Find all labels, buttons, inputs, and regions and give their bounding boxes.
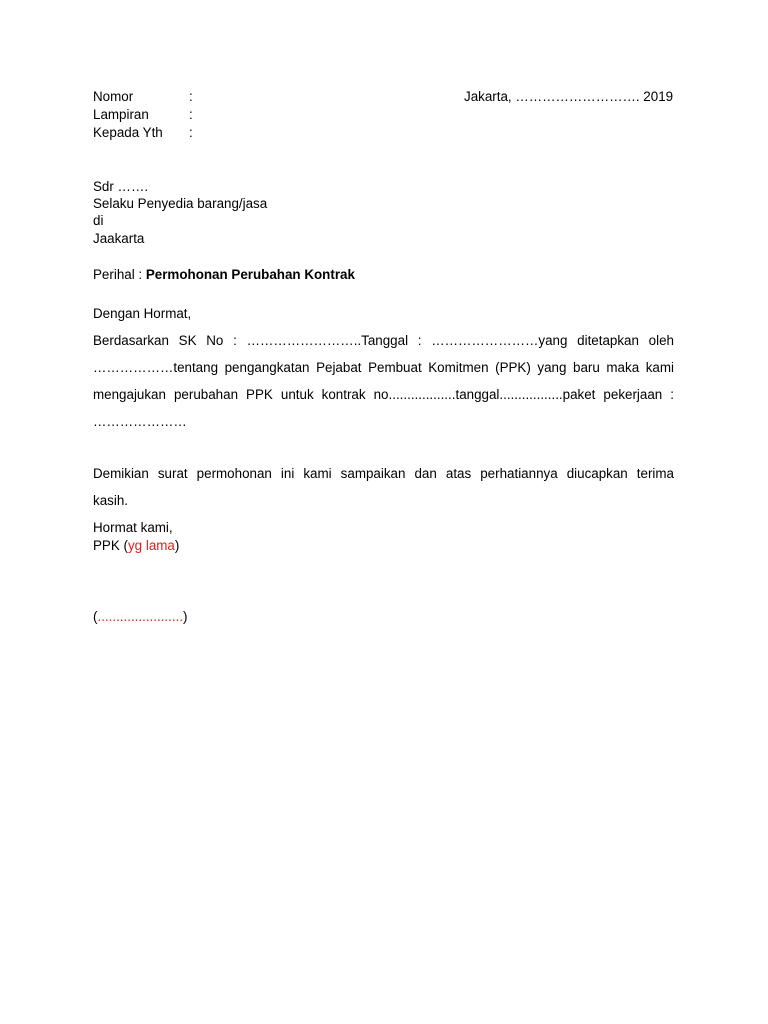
signature-placeholder [93, 609, 188, 625]
subject-label: Perihal : [93, 267, 146, 282]
lampiran-row [93, 107, 193, 123]
nomor-label: Nomor [93, 89, 134, 104]
lampiran-colon: : [189, 107, 193, 122]
paragraph-2-line-1: Demikian surat permohonan ini kami sampaikan dan atas perhatiannya diucapkan terima [93, 466, 674, 481]
paragraph-1-line-4: ………………… [93, 414, 187, 429]
paragraph-1-line-2: ………………tentang pengangkatan Pejabat Pembuat Komitmen (PPK) yang baru maka kami [93, 360, 674, 375]
kepada-label: Kepada Yth [93, 125, 163, 140]
ppk-note: yg lama [127, 538, 175, 553]
paragraph-2-line-2: kasih. [93, 493, 128, 508]
signature-open: ( [93, 609, 98, 624]
subject-text: Permohonan Perubahan Kontrak [145, 267, 355, 282]
paragraph-1-line-1: Berdasarkan SK No : ……………………..Tanggal : ……………………yang ditetapkan oleh [93, 333, 674, 348]
kepada-row [93, 125, 193, 141]
greeting: Dengan Hormat, [93, 306, 192, 321]
signature-dots: ....................... [97, 609, 184, 624]
recipient-di: di [93, 213, 104, 228]
closing-regards: Hormat kami, [93, 520, 173, 535]
ppk-suffix: ) [174, 538, 180, 553]
signature-close: ) [183, 609, 188, 624]
place-date: Jakarta, ………………………. 2019 [464, 89, 674, 104]
nomor-colon: : [189, 89, 193, 104]
recipient-city: Jaakarta [93, 231, 145, 246]
nomor-row [93, 89, 193, 105]
recipient-name: Sdr ……. [93, 179, 149, 194]
paragraph-1-line-3: mengajukan perubahan PPK untuk kontrak no..................tanggal.................paket pekerjaan : [93, 387, 674, 402]
recipient-role: Selaku Penyedia barang/jasa [93, 196, 268, 211]
kepada-colon: : [189, 125, 193, 140]
ppk-prefix: PPK ( [93, 538, 128, 553]
closing-ppk [93, 538, 179, 554]
subject-line [93, 267, 355, 283]
lampiran-label: Lampiran [93, 107, 149, 122]
